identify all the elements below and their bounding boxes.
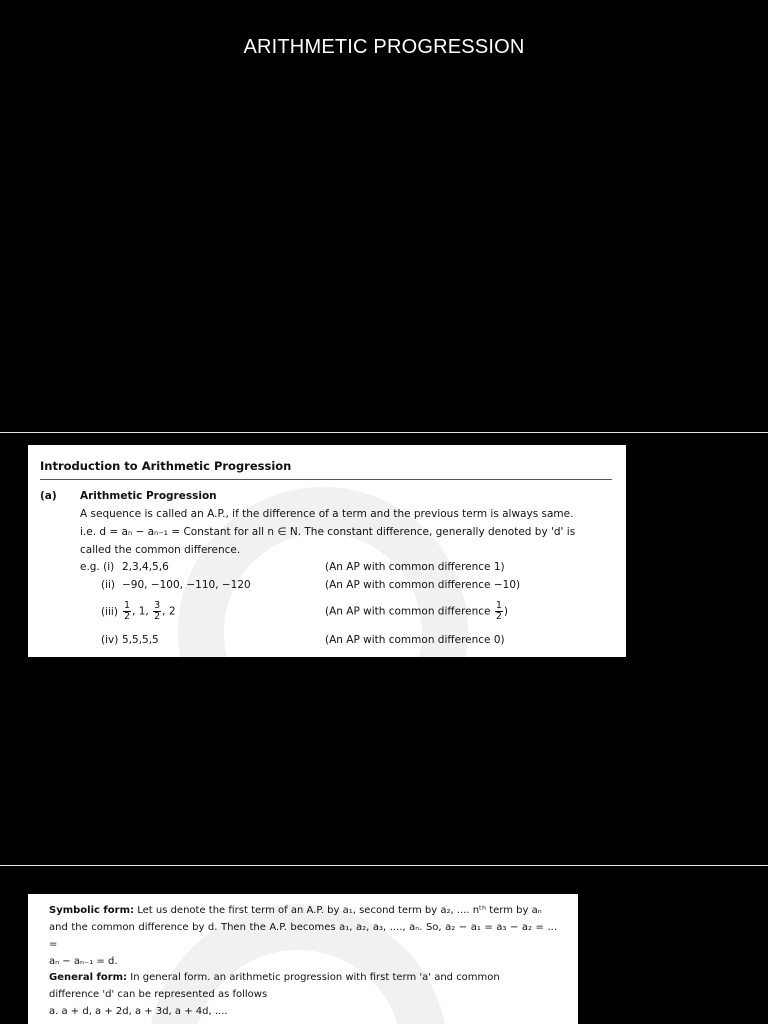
content-card-forms (28, 894, 578, 1024)
example-note: (An AP with common difference −10) (325, 579, 521, 591)
section-heading: Introduction to Arithmetic Progression (40, 459, 292, 473)
example-label: (iii) (101, 606, 118, 618)
definition-line-3: called the common difference. (80, 544, 241, 556)
symbolic-form-line-3: aₙ − aₙ₋₁ = d. (49, 956, 118, 967)
definition-paragraph (80, 505, 612, 559)
symbolic-form-line-2: and the common difference by d. Then the A.P. becomes a₁, a₂, a₃, ...., aₙ. So, a₂ − a₁ = a₃ − a₂ = ... = (49, 922, 557, 950)
example-terms: 5,5,5,5 (122, 634, 159, 646)
example-terms: 2,3,4,5,6 (122, 561, 169, 573)
symbolic-form-line-1: Let us denote the first term of an A.P. by a₁, second term by a₂, .... nᵗʰ term by aₙ (137, 905, 542, 916)
content-card-introduction (28, 445, 626, 657)
fraction: $\frac{1}{2}$ (124, 600, 131, 622)
general-form-line-2: difference 'd' can be represented as follows (49, 989, 268, 1000)
definition-line-1: A sequence is called an A.P., if the difference of a term and the previous term is always same. (80, 508, 574, 520)
slide-title: ARITHMETIC PROGRESSION (243, 36, 525, 58)
example-terms: −90, −100, −110, −120 (122, 579, 251, 591)
heading-rule (40, 479, 612, 480)
definition-line-2: i.e. d = aₙ − aₙ₋₁ = Constant for all n ∈ N. The constant difference, generally denoted by 'd' is (80, 526, 576, 538)
example-label: (ii) (101, 579, 116, 591)
symbolic-form-paragraph (49, 902, 557, 970)
item-label: (a) (40, 490, 57, 502)
fraction: $\frac{1}{2}$ (495, 600, 502, 622)
example-note: (An AP with common difference 0) (325, 634, 505, 646)
slide-divider (0, 432, 768, 433)
slide-divider (0, 865, 768, 866)
example-note: (An AP with common difference 1) (325, 561, 505, 573)
sub-heading: Arithmetic Progression (80, 490, 217, 502)
example-label: (iv) (101, 634, 119, 646)
fraction: $\frac{3}{2}$ (154, 600, 161, 622)
general-form-paragraph (49, 969, 557, 1020)
general-form-label: General form: (49, 972, 128, 983)
example-note: (An AP with common difference $\frac{1}{2}$ ) (325, 600, 509, 622)
general-form-line-1: In general form. an arithmetic progression with first term 'a' and common (130, 972, 500, 983)
example-label: e.g. (i) (80, 561, 115, 573)
symbolic-form-label: Symbolic form: (49, 905, 135, 916)
example-terms-fractions: $\frac{1}{2}$ , 1, $\frac{3}{2}$ , 2 (124, 600, 176, 622)
general-form-line-3: a. a + d, a + 2d, a + 3d, a + 4d, .... (49, 1006, 228, 1017)
